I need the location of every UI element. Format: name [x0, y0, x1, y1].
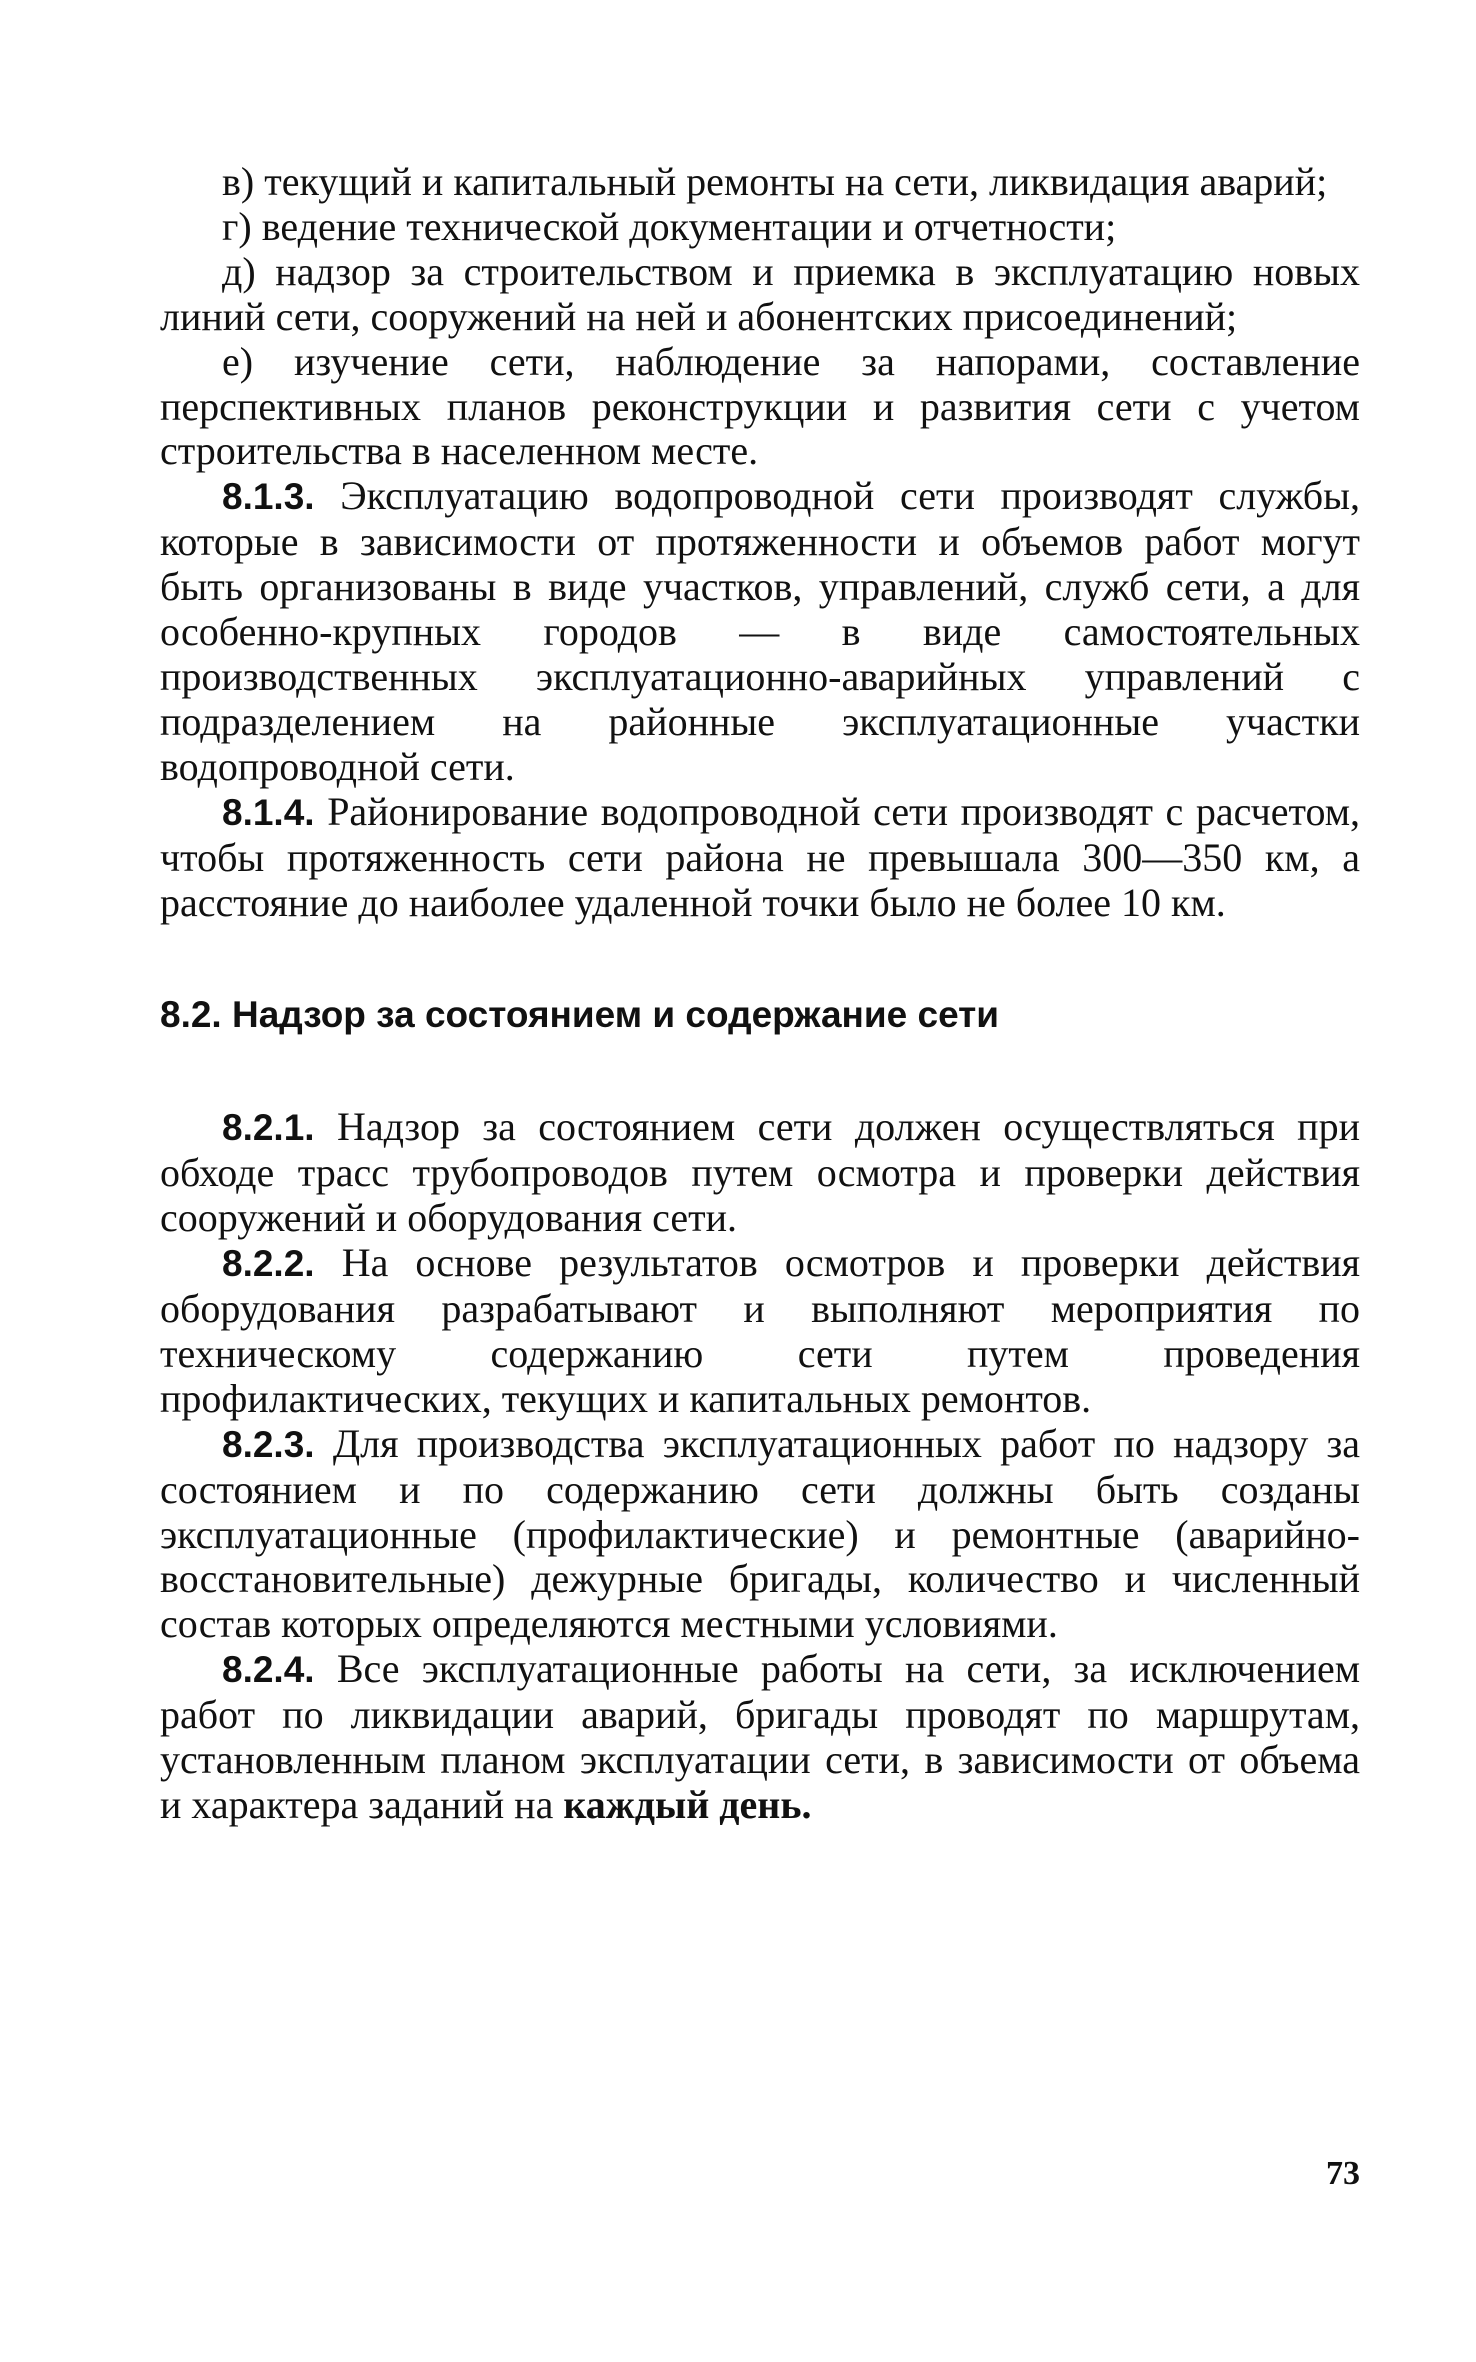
clause-text: Все эксплуатационные работы на сети, за исключением работ по ликвидации аварий, бригады проводят по маршрутам, установленным планом эксплуатации сети, в зависимости от объема и характера заданий на	[160, 1646, 1361, 1827]
clause-8-1-3	[160, 474, 1360, 789]
clause-number: 8.2.3.	[222, 1423, 315, 1465]
clause-8-2-1	[160, 1105, 1360, 1241]
clause-text: На основе результатов осмотров и проверки действия оборудования разрабатывают и выполняют мероприятия по техническому содержанию сети путем проведения профилактических, текущих и капитальных ремонтов.	[160, 1240, 1361, 1421]
clause-text: Эксплуатацию водопроводной сети производят службы, которые в зависимости от протяженности и объемов работ могут быть организованы в виде участков, управлений, служб сети, а для особенно-крупных городов — в виде самостоятельных производственных эксплуатационно-аварийных управлений с подразделением на районные эксплуатационные участки водопроводной сети.	[160, 473, 1360, 789]
clause-number: 8.2.4.	[222, 1649, 315, 1691]
clause-number: 8.2.1.	[222, 1107, 315, 1149]
list-item-e: е) изучение сети, наблюдение за напорами, составление перспективных планов реконструкции и развития сети с учетом строительства в населенном месте.	[160, 338, 1360, 474]
list-item-v: в) текущий и капитальный ремонты на сети, ликвидация аварий;	[222, 159, 1328, 204]
clause-number: 8.1.4.	[222, 791, 315, 833]
clause-8-1-4	[160, 790, 1360, 926]
clause-text: Надзор за состоянием сети должен осуществляться при обходе трасс трубопроводов путем осмотра и проверки действия сооружений и оборудования сети.	[160, 1104, 1360, 1241]
list-item-d: д) надзор за строительством и приемка в эксплуатацию новых линий сети, сооружений на ней и абонентских присоединений;	[160, 248, 1360, 339]
document-page	[160, 160, 1360, 1828]
clause-8-2-2	[160, 1241, 1360, 1422]
clause-number: 8.2.2.	[222, 1243, 315, 1285]
list-item-g: г) ведение технической документации и отчетности;	[222, 203, 1117, 249]
clause-8-2-3	[160, 1422, 1360, 1648]
clause-emphasis: каждый день.	[563, 1782, 812, 1827]
section-heading: 8.2. Надзор за состоянием и содержание сети	[160, 994, 1000, 1036]
clause-text: Для производства эксплуатационных работ по надзору за состоянием и по содержанию сети должны быть созданы эксплуатационные (профилактические) и ремонтные (аварийно-восстановительные) дежурные бригады, количество и численный состав которых определяются местными условиями.	[160, 1420, 1361, 1647]
page-number: 73	[1326, 2155, 1360, 2192]
clause-number: 8.1.3.	[222, 476, 315, 518]
clause-text: Районирование водопроводной сети производят с расчетом, чтобы протяженность сети района не превышала 300—350 км, а расстояние до наиболее удаленной точки было не более 10 км.	[160, 788, 1360, 925]
clause-8-2-4	[160, 1647, 1360, 1828]
